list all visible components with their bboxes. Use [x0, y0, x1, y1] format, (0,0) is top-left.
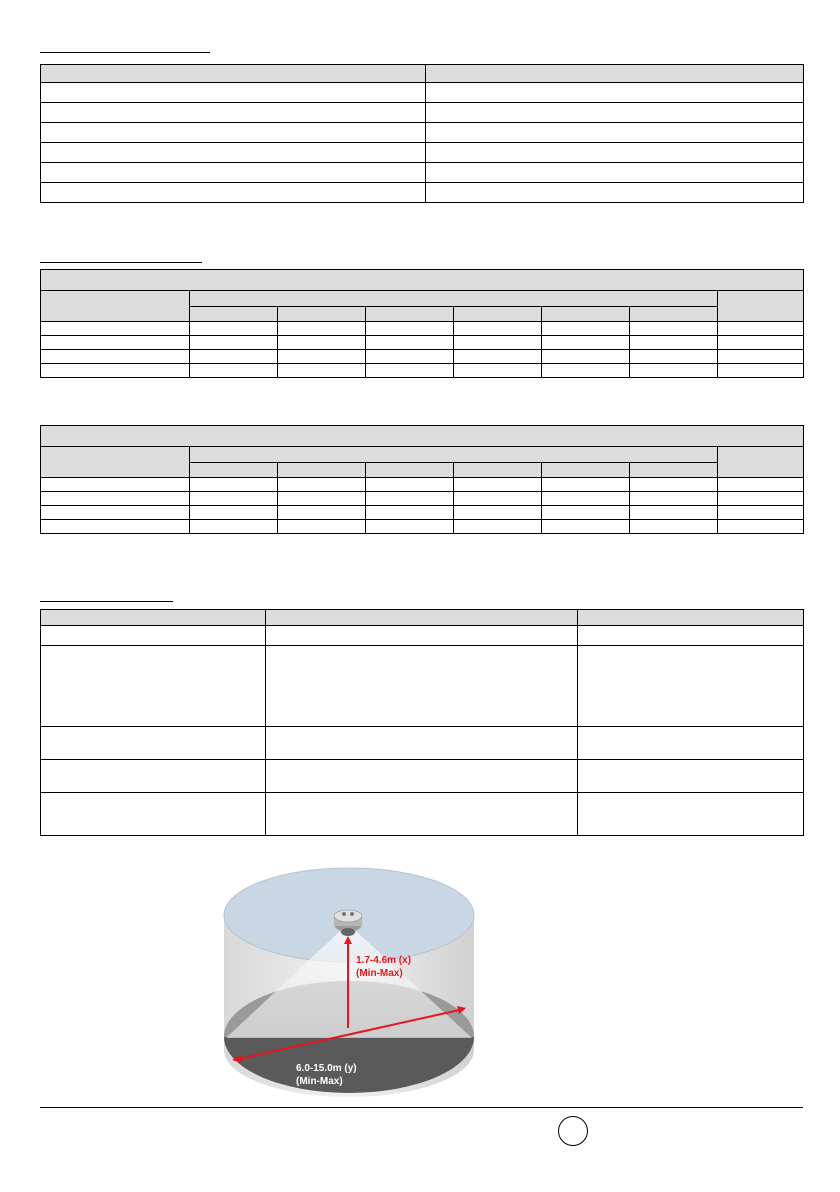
table-cell [426, 83, 804, 103]
table-cell [41, 426, 804, 447]
table-cell [426, 163, 804, 183]
table-cell [278, 506, 366, 520]
table-cell [718, 447, 804, 478]
table-row [41, 163, 804, 183]
table-cell [542, 492, 630, 506]
table-cell [426, 65, 804, 83]
table-row [41, 793, 804, 836]
technical-data-table [40, 64, 804, 203]
table-cell [542, 336, 630, 350]
table-cell [454, 478, 542, 492]
table-cell [278, 336, 366, 350]
table-cell [578, 610, 804, 626]
table-cell [190, 322, 278, 336]
table-cell [278, 520, 366, 534]
table-row [41, 478, 804, 492]
table-title-row [41, 270, 804, 291]
table-cell [366, 478, 454, 492]
table-row [41, 520, 804, 534]
table-cell [366, 520, 454, 534]
table-cell [41, 760, 266, 793]
table-cell [578, 760, 804, 793]
table-cell [578, 793, 804, 836]
table-cell [41, 163, 426, 183]
table-cell [426, 183, 804, 203]
table-row [41, 336, 804, 350]
table-cell [266, 760, 578, 793]
table-cell [630, 478, 718, 492]
table-row [41, 760, 804, 793]
table-cell [630, 463, 718, 478]
temperature-table-1 [40, 269, 804, 378]
table-cell [41, 727, 266, 760]
table-cell [426, 143, 804, 163]
table-cell [630, 364, 718, 378]
height-label: 1.7-4.6m (x) [356, 955, 412, 966]
table-cell [41, 65, 426, 83]
table-cell [454, 364, 542, 378]
table-cell [718, 506, 804, 520]
table-cell [190, 336, 278, 350]
table-cell [454, 322, 542, 336]
table-cell [630, 506, 718, 520]
table-cell [366, 350, 454, 364]
table-cell [630, 307, 718, 322]
table-row [41, 506, 804, 520]
table-cell [718, 322, 804, 336]
table-cell [41, 478, 190, 492]
table-cell [266, 793, 578, 836]
table-cell [366, 322, 454, 336]
table-cell [542, 307, 630, 322]
table-cell [366, 336, 454, 350]
table-cell [426, 103, 804, 123]
diameter-label: 6.0-15.0m (y) [296, 1063, 357, 1074]
table-cell [190, 463, 278, 478]
table-cell [41, 364, 190, 378]
table-cell [266, 626, 578, 646]
table-cell [190, 506, 278, 520]
table-cell [454, 520, 542, 534]
table-cell [718, 478, 804, 492]
table-cell [266, 727, 578, 760]
table-cell [190, 307, 278, 322]
table-cell [190, 350, 278, 364]
table-header-row [41, 610, 804, 626]
table-title-row [41, 426, 804, 447]
table-cell [41, 350, 190, 364]
table-cell [542, 350, 630, 364]
table-cell [41, 123, 426, 143]
table-cell [278, 350, 366, 364]
table-cell [718, 350, 804, 364]
table-cell [630, 520, 718, 534]
table-cell [366, 463, 454, 478]
table-cell [41, 103, 426, 123]
table-cell [41, 447, 190, 478]
footer-divider [40, 1107, 803, 1108]
table-cell [41, 83, 426, 103]
table-cell [542, 463, 630, 478]
table-cell [454, 506, 542, 520]
table-row [41, 646, 804, 727]
table-row [41, 83, 804, 103]
table-cell [278, 307, 366, 322]
table-row [41, 364, 804, 378]
table-cell [190, 364, 278, 378]
table-cell [41, 626, 266, 646]
table-row [41, 123, 804, 143]
table-cell [278, 463, 366, 478]
table-cell [41, 143, 426, 163]
table-row [41, 727, 804, 760]
table-cell [41, 520, 190, 534]
table-cell [41, 183, 426, 203]
table-row [41, 322, 804, 336]
table-cell [366, 506, 454, 520]
temperature-heading-underline [40, 262, 202, 263]
table-cell [366, 364, 454, 378]
table-cell [190, 478, 278, 492]
table-cell [366, 492, 454, 506]
table-cell [578, 646, 804, 727]
table-cell [718, 336, 804, 350]
table-cell [542, 520, 630, 534]
page-number-badge [558, 1116, 588, 1146]
table-cell [454, 350, 542, 364]
table-cell [190, 447, 718, 463]
table-cell [41, 336, 190, 350]
table-cell [454, 307, 542, 322]
table-cell [630, 350, 718, 364]
table-cell [454, 463, 542, 478]
table-cell [454, 492, 542, 506]
table-cell [454, 336, 542, 350]
table-cell [266, 646, 578, 727]
table-cell [718, 291, 804, 322]
table-cell [630, 492, 718, 506]
table-cell [278, 478, 366, 492]
table-cell [41, 291, 190, 322]
table-cell [41, 646, 266, 727]
diameter-sublabel: (Min-Max) [296, 1076, 343, 1087]
table-cell [578, 727, 804, 760]
table-cell [426, 123, 804, 143]
table-cell [278, 364, 366, 378]
table-cell [718, 492, 804, 506]
detection-zone-diagram [214, 860, 484, 1098]
table-cell [41, 322, 190, 336]
height-sublabel: (Min-Max) [356, 968, 403, 979]
table-cell [542, 478, 630, 492]
table-row [41, 492, 804, 506]
table-cell [41, 610, 266, 626]
table-header-row [41, 65, 804, 83]
table-cell [630, 322, 718, 336]
table-row [41, 143, 804, 163]
table-cell [190, 520, 278, 534]
table-cell [718, 520, 804, 534]
table-row [41, 183, 804, 203]
table-cell [630, 336, 718, 350]
table-cell [41, 793, 266, 836]
table-row [41, 626, 804, 646]
table-cell [542, 506, 630, 520]
table-header-row [41, 291, 804, 307]
table-row [41, 103, 804, 123]
technical-heading-underline [40, 52, 210, 53]
table-cell [542, 322, 630, 336]
table-cell [718, 364, 804, 378]
table-cell [41, 492, 190, 506]
table-cell [190, 291, 718, 307]
table-cell [278, 322, 366, 336]
table-row [41, 350, 804, 364]
table-cell [266, 610, 578, 626]
table-cell [41, 270, 804, 291]
table-cell [190, 492, 278, 506]
table-cell [278, 492, 366, 506]
table-cell [41, 506, 190, 520]
table-cell [366, 307, 454, 322]
table-cell [578, 626, 804, 646]
table-header-row [41, 447, 804, 463]
specification-table [40, 609, 804, 836]
specification-heading-underline [40, 601, 173, 602]
temperature-table-2 [40, 425, 804, 534]
table-cell [542, 364, 630, 378]
